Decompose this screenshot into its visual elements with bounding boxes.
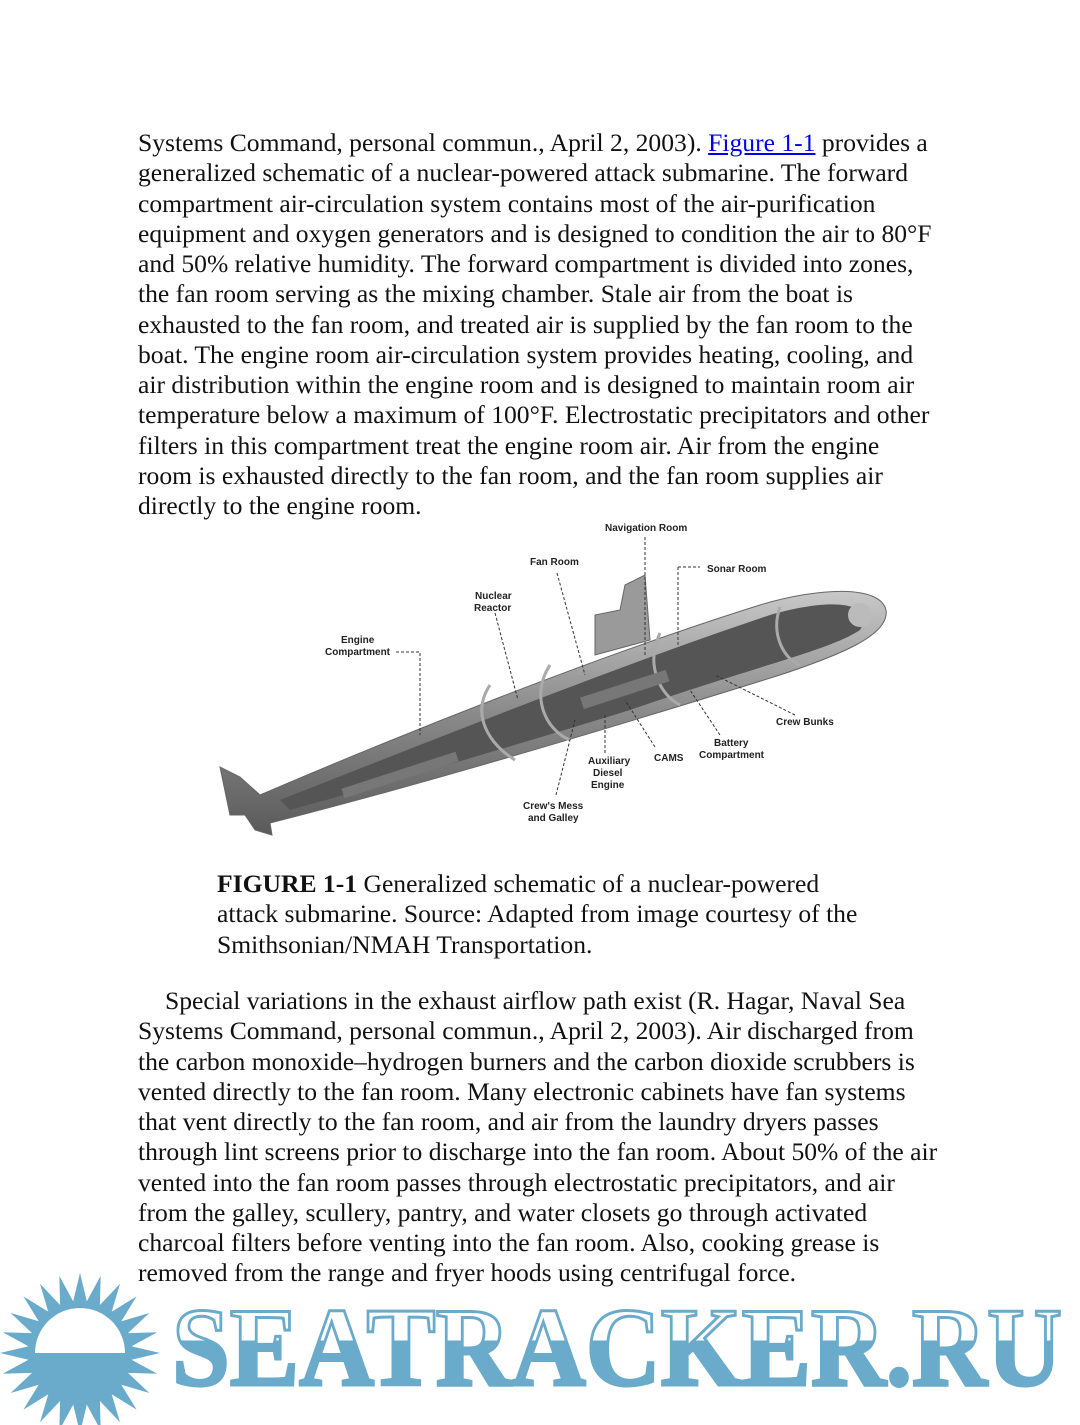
sun-icon (0, 1273, 160, 1425)
label-auxiliary-diesel-engine: Engine (591, 780, 625, 791)
text-span: provides a (815, 128, 928, 157)
text-line: compartment air-circulation system contains most of the air-purification (138, 188, 876, 218)
caption-text: Generalized schematic of a nuclear-powered (357, 869, 820, 898)
text-line: generalized schematic of a nuclear-powered attack submarine. The forward (138, 158, 908, 188)
label-fan-room: Fan Room (530, 557, 579, 568)
submarine-hull (220, 575, 886, 835)
text-line: charcoal filters before venting into the fan room. Also, cooking grease is (138, 1228, 880, 1257)
text-line: room is exhausted directly to the fan room, and the fan room supplies air (138, 460, 883, 490)
text-line: filters in this compartment treat the engine room air. Air from the engine (138, 430, 880, 460)
submarine-schematic-figure (200, 515, 900, 845)
text-line: exhausted to the fan room, and treated air is supplied by the fan room to the (138, 309, 913, 339)
label-nuclear-reactor: Reactor (474, 603, 512, 614)
text-line (138, 128, 932, 158)
text-line: equipment and oxygen generators and is designed to condition the air to 80°F (138, 218, 932, 248)
figure-caption (217, 869, 857, 960)
watermark-text: SEATRACKER.RU (172, 1286, 1062, 1410)
text-line: the carbon monoxide–hydrogen burners and the carbon dioxide scrubbers is (138, 1046, 915, 1076)
label-crews-mess: and Galley (528, 813, 579, 824)
label-battery-compartment: Battery (714, 738, 749, 749)
label-engine-compartment: Engine (341, 635, 375, 646)
label-crew-bunks: Crew Bunks (776, 717, 834, 728)
label-engine-compartment: Compartment (325, 647, 391, 658)
text-line: temperature below a maximum of 100°F. Electrostatic precipitators and other (138, 400, 930, 430)
figure-1-1-link[interactable]: Figure 1-1 (708, 128, 816, 157)
text-line: vented directly to the fan room. Many electronic cabinets have fan systems (138, 1076, 906, 1106)
text-span: Systems Command, personal commun., April 2, 2003). (138, 128, 709, 157)
text-line: through lint screens prior to discharge into the fan room. About 50% of the air (138, 1137, 938, 1167)
text-line: that vent directly to the fan room, and air from the laundry dryers passes (138, 1107, 879, 1136)
text-line: removed from the range and fryer hoods using centrifugal force. (138, 1258, 797, 1288)
label-auxiliary-diesel-engine: Auxiliary (588, 756, 631, 767)
text-line: vented into the fan room passes through electrostatic precipitators, and air (138, 1167, 895, 1197)
paragraph-2 (138, 986, 937, 1289)
caption-text: Smithsonian/NMAH Transportation. (217, 929, 593, 959)
text-line: directly to the engine room. (138, 491, 422, 520)
label-navigation-room: Navigation Room (605, 523, 688, 534)
paragraph-1 (138, 128, 932, 521)
text-line: Special variations in the exhaust airflow path exist (R. Hagar, Naval Sea (165, 986, 906, 1015)
label-crews-mess: Crew's Mess (523, 801, 584, 812)
text-line: air distribution within the engine room and is designed to maintain room air (138, 370, 915, 399)
label-battery-compartment: Compartment (699, 750, 765, 761)
watermark-logo (0, 1265, 1080, 1425)
label-sonar-room: Sonar Room (707, 564, 767, 575)
text-line: from the galley, scullery, pantry, and water closets go through activated (138, 1197, 868, 1227)
text-line: boat. The engine room air-circulation system provides heating, cooling, and (138, 339, 914, 369)
text-line: Systems Command, personal commun., April 2, 2003). Air discharged from (138, 1016, 914, 1046)
text-line: the fan room serving as the mixing chamber. Stale air from the boat is (138, 279, 854, 309)
label-nuclear-reactor: Nuclear (475, 591, 512, 602)
text-line: and 50% relative humidity. The forward compartment is divided into zones, (138, 249, 914, 278)
caption-text: attack submarine. Source: Adapted from image courtesy of the (217, 899, 858, 929)
caption-label: FIGURE 1-1 (217, 869, 358, 898)
label-cams: CAMS (654, 753, 684, 764)
label-auxiliary-diesel-engine: Diesel (593, 768, 623, 779)
